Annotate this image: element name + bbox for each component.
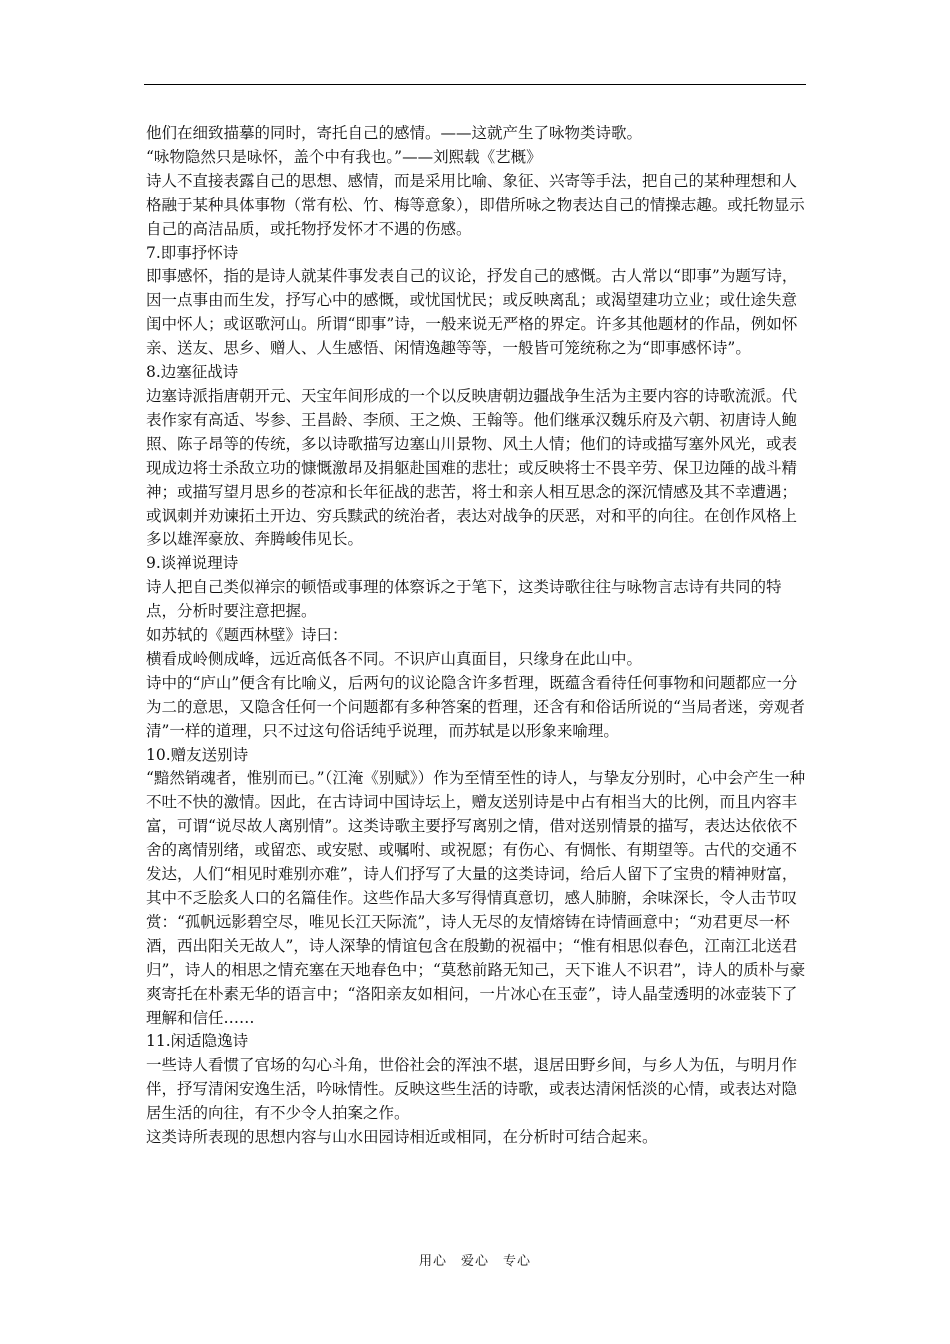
page-footer: 用心 爱心 专心 — [418, 1254, 531, 1269]
paragraph: 边塞诗派指唐朝开元、天宝年间形成的一个以反映唐朝边疆战争生活为主要内容的诗歌流派。代表作家有高适、岑参、王昌龄、李颀、王之焕、王翰等。他们继承汉魏乐府及六朝、初唐诗人鲍照、陈子昂等的传统，多以诗歌描写边塞山川景物、风土人情；他们的诗或描写塞外风光，或表现成边将士杀敌立功的慷慨激昂及捐躯赴国难的悲壮；或反映将士不畏辛劳、保卫边陲的战斗精神；或描写望月思乡的苍凉和长年征战的悲苦，将士和亲人相互思念的深沉情感及其不幸遭遇；或讽刺并劝谏拓土开边、穷兵黩武的统治者，表达对战争的厌恶，对和平的向往。在创作风格上多以雄浑豪放、奔腾峻伟见长。 — [146, 386, 798, 549]
paragraph: 即事感怀，指的是诗人就某件事发表自己的议论，抒发自己的感慨。古人常以“即事”为题写诗，因一点事由而生发，抒写心中的感慨，或忧国忧民；或反映离乱；或渴望建功立业；或仕途失意闺中怀人；或讴歌河山。所谓“即事”诗，一般来说无严格的界定。许多其他题材的作品，例如怀亲、送友、思乡、赠人、人生感悟、闲情逸趣等等，一般皆可笼统称之为“即事感怀诗”。 — [146, 267, 798, 358]
quote-paragraph: “咏物隐然只是咏怀，盖个中有我也。”——刘熙载《艺概》 — [146, 147, 542, 166]
section-heading-8: 8.边塞征战诗 — [146, 363, 239, 382]
document-body — [146, 122, 810, 1150]
section-heading-7: 7.即事抒怀诗 — [146, 243, 239, 262]
paragraph: 这类诗所表现的思想内容与山水田园诗相近或相同，在分析时可结合起来。 — [146, 1128, 658, 1147]
paragraph: “黯然销魂者，惟别而已。”（江淹《别赋》）作为至情至性的诗人，与挚友分别时，心中会产生一种不吐不快的激情。因此，在古诗词中国诗坛上，赠友送别诗是中占有相当大的比例，而且内容丰富，可谓“说尽故人离别情”。这类诗歌主要抒写离别之情，借对送别情景的描写，表达达依依不舍的离情别绪，或留恋、或安慰、或嘱咐、或祝愿；有伤心、有惆怅、有期望等。古代的交通不发达，人们“相见时难别亦难”，诗人们抒写了大量的这类诗词，给后人留下了宝贵的精神财富，其中不乏脍炙人口的名篇佳作。这些作品大多写得情真意切，感人肺腑，余味深长，令人击节叹赏：“孤帆远影碧空尽，唯见长江天际流”，诗人无尽的友情熔铸在诗情画意中；“劝君更尽一杯酒，西出阳关无故人”，诗人深挚的情谊包含在殷勤的祝福中；“惟有相思似春色，江南江北送君归”，诗人的相思之情充塞在天地春色中；“莫愁前路无知己，天下谁人不识君”，诗人的质朴与豪爽寄托在朴素无华的语言中；“洛阳亲友如相问，一片冰心在玉壶”，诗人晶莹透明的冰壶装下了理解和信任…… — [146, 769, 806, 1027]
paragraph: 他们在细致描摹的同时，寄托自己的感情。——这就产生了咏物类诗歌。 — [146, 124, 643, 142]
section-heading-11: 11.闲适隐逸诗 — [146, 1032, 249, 1051]
section-heading-9: 9.谈禅说理诗 — [146, 554, 239, 573]
section-heading-10: 10.赠友送别诗 — [146, 745, 249, 764]
paragraph: 如苏轼的《题西林壁》诗曰： — [146, 626, 348, 645]
paragraph: 诗中的“庐山”便含有比喻义，后两句的议论隐含许多哲理，既蕴含看待任何事物和问题都应一分为二的意思，又隐含任何一个问题都有多种答案的哲理，还含有和俗话所说的“当局者迷，旁观者清”一样的道理，只不过这句俗话纯乎说理，而苏轼是以形象来喻理。 — [146, 673, 805, 740]
poem-line: 横看成岭侧成峰，远近高低各不同。不识庐山真面目，只缘身在此山中。 — [146, 649, 643, 668]
paragraph: 诗人不直接表露自己的思想、感情，而是采用比喻、象征、兴寄等手法，把自己的某种理想和人格融于某种具体事物（常有松、竹、梅等意象），即借所咏之物表达自己的情操志趣。或托物显示自己的高洁品质，或托物抒发怀才不遇的伤感。 — [146, 171, 805, 238]
paragraph: 一些诗人看惯了官场的勾心斗角，世俗社会的浑浊不堪，退居田野乡间，与乡人为伍，与明月作伴，抒写清闲安逸生活，吟咏情性。反映这些生活的诗歌，或表达清闲恬淡的心情，或表达对隐居生活的向往，有不少令人拍案之作。 — [146, 1056, 798, 1123]
paragraph: 诗人把自己类似禅宗的顿悟或事理的体察诉之于笔下，这类诗歌往往与咏物言志诗有共同的特点，分析时要注意把握。 — [146, 578, 782, 621]
header-rule — [144, 84, 806, 85]
